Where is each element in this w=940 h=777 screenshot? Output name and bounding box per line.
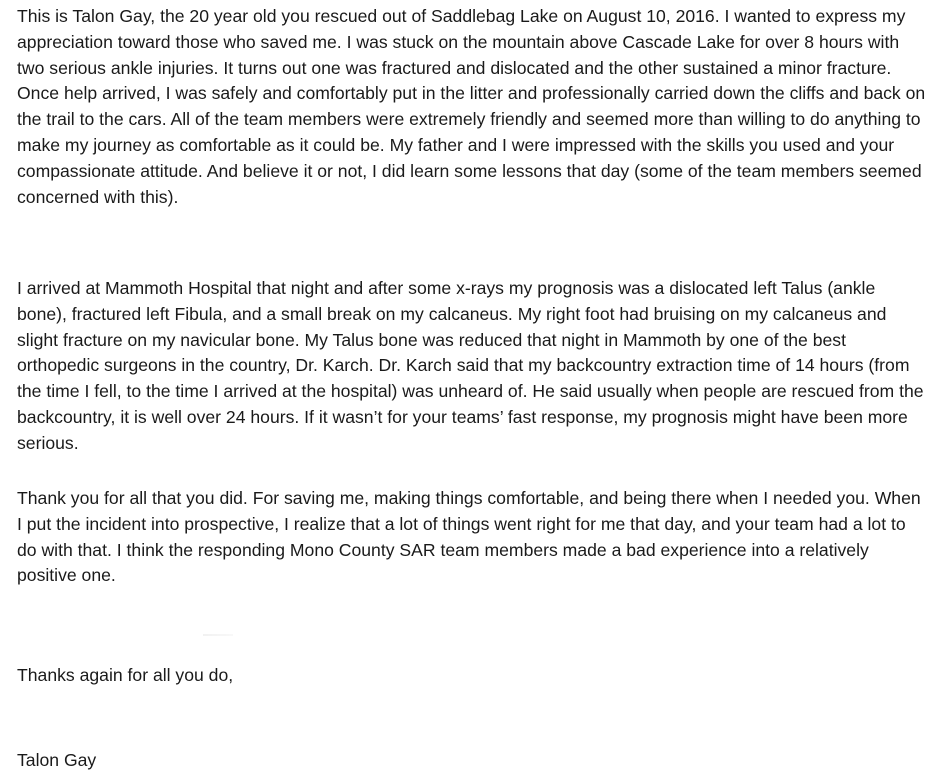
letter-paragraph-1: This is Talon Gay, the 20 year old you rescued out of Saddlebag Lake on August 10, 2016. I wanted to express my appreciation toward those who saved me. I was stuck on the mountain above Cascade Lake for over 8 hours with two serious ankle injuries. It turns out one was fractured and dislocated and the other sustained a minor fracture. Once help arrived, I was safely and comfortably put in the litter and professionally carried down the cliffs and back on the trail to the cars. All of the team members were extremely friendly and seemed more than willing to do anything to make my journey as comfortable as it could be. My father and I were impressed with the skills you used and your compassionate attitude. And believe it or not, I did learn some lessons that day (some of the team members seemed concerned with this). [17, 6, 926, 207]
letter-closing: Thanks again for all you do, [17, 665, 234, 685]
letter-paragraph-2: I arrived at Mammoth Hospital that night and after some x-rays my prognosis was a dislocated left Talus (ankle bone), fractured left Fibula, and a small break on my calcaneus. My right foot had bruising on my calcaneus and slight fracture on my navicular bone. My Talus bone was reduced that night in Mammoth by one of the best orthopedic surgeons in the country, Dr. Karch. Dr. Karch said that my backcountry extraction time of 14 hours (from the time I fell, to the time I arrived at the hospital) was unheard of. He said usually when people are rescued from the backcountry, it is well over 24 hours. If it wasn’t for your teams’ fast response, my prognosis might have been more serious. [17, 278, 924, 453]
letter-paragraph-3: Thank you for all that you did. For saving me, making things comfortable, and being there when I needed you. When I put the incident into prospective, I realize that a lot of things went right for me that day, and your team had a lot to do with that. I think the responding Mono County SAR team members made a bad experience into a relatively positive one. [17, 488, 921, 586]
scan-speck [203, 634, 233, 636]
letter-signature: Talon Gay [17, 750, 97, 770]
